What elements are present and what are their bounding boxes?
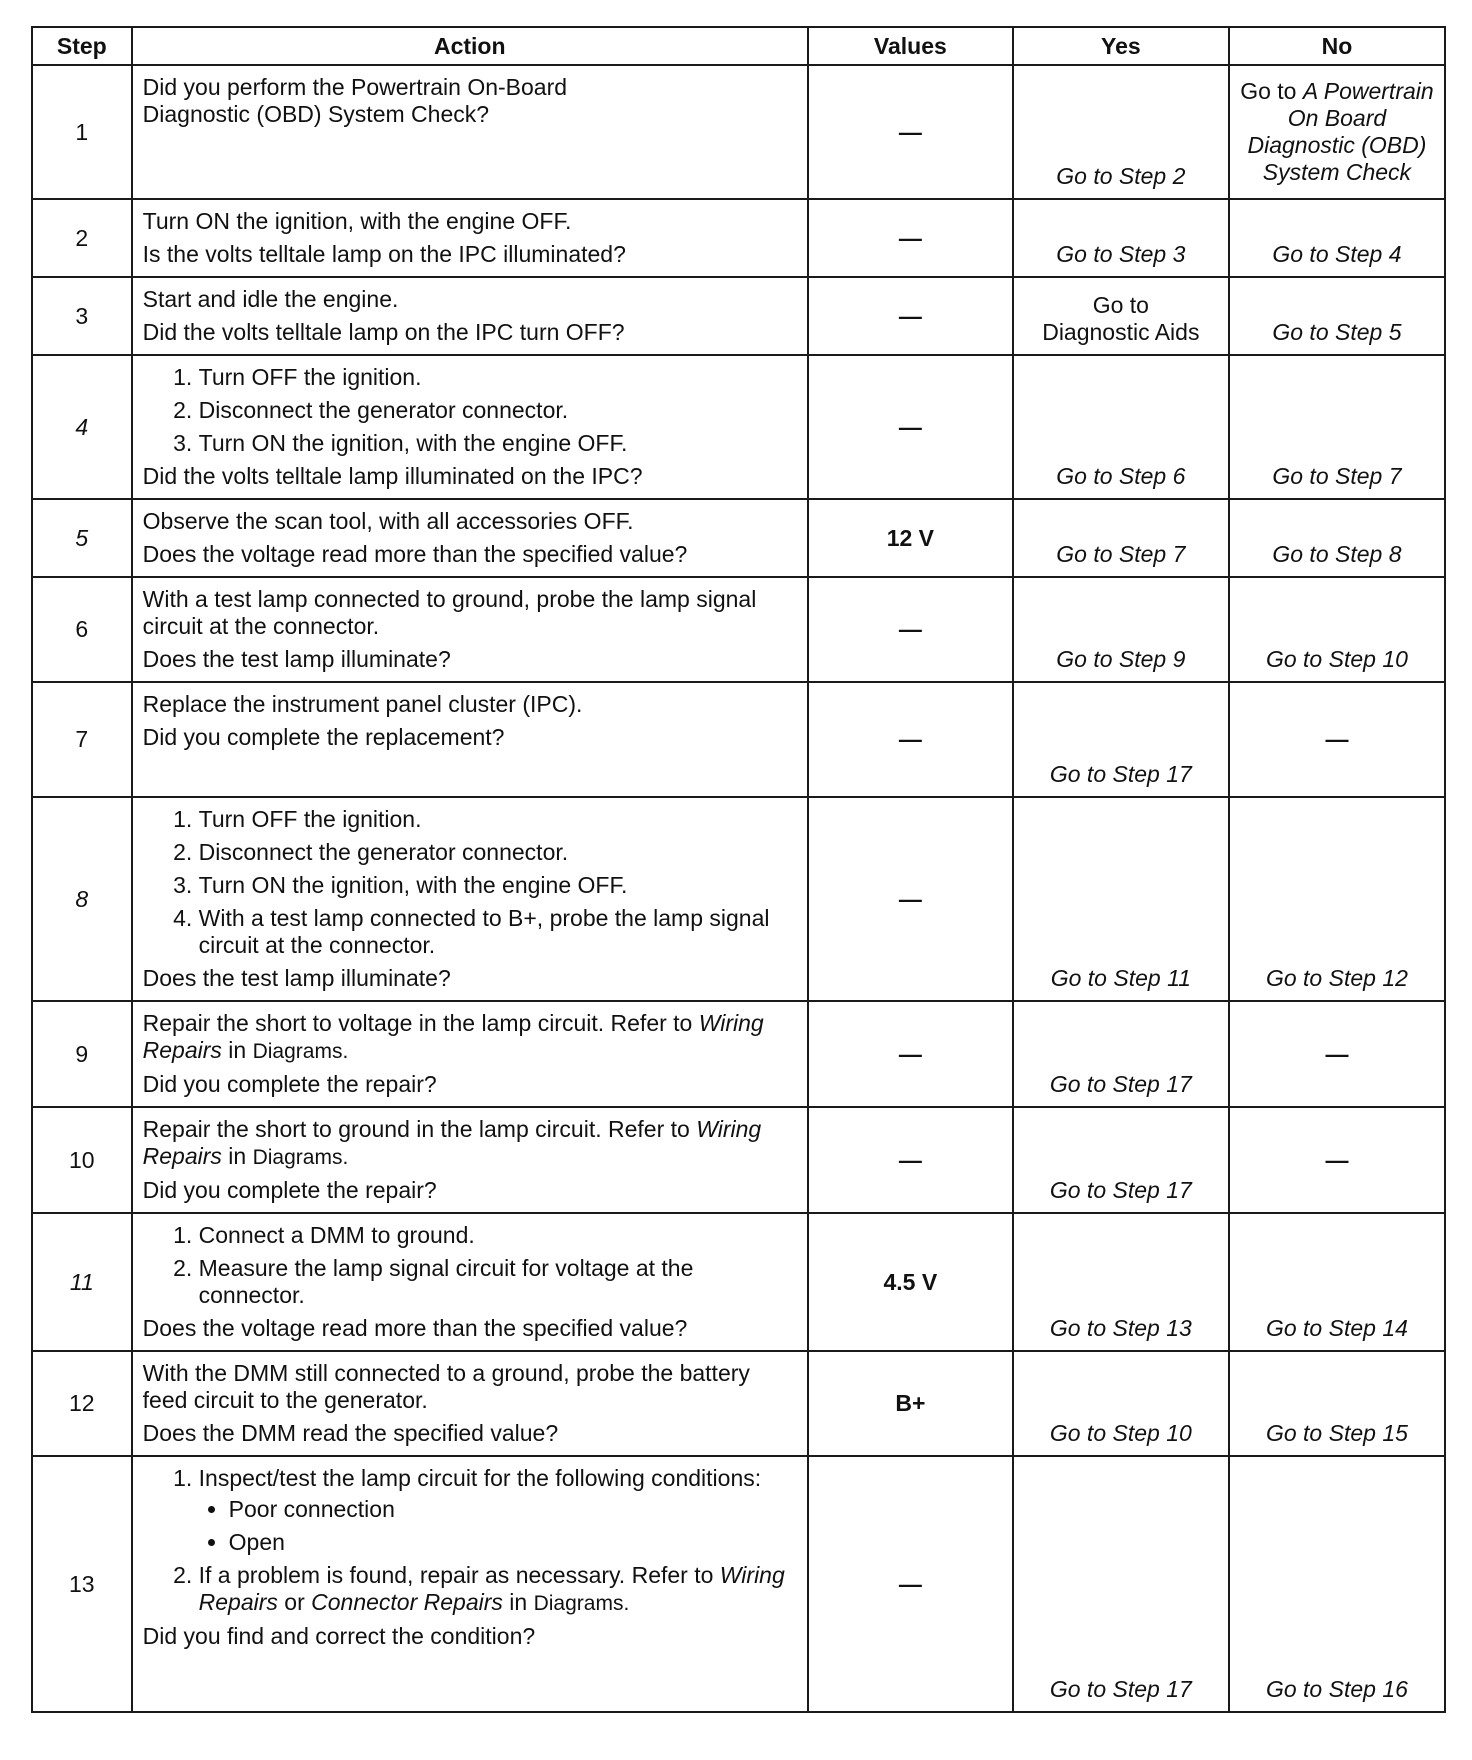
step-number: 6 xyxy=(32,577,132,682)
action-item: 2. Disconnect the generator connector. xyxy=(199,397,797,424)
step-number: 13 xyxy=(32,1456,132,1712)
no-cell: — xyxy=(1229,1107,1445,1213)
condition-list xyxy=(199,1496,797,1556)
header-row xyxy=(32,27,1445,65)
no-cell: — xyxy=(1229,1001,1445,1107)
action-item: 3. Turn ON the ignition, with the engine OFF. xyxy=(199,430,797,457)
value-cell: — xyxy=(808,199,1013,277)
header-no: No xyxy=(1229,27,1445,65)
no-cell: — xyxy=(1229,682,1445,797)
action-item xyxy=(199,1562,797,1617)
action-cell xyxy=(132,682,808,797)
yes-line: Go to xyxy=(1092,292,1149,318)
value-cell: — xyxy=(808,1456,1013,1712)
action-pre: Repair the short to voltage in the lamp circuit. Refer to xyxy=(142,1010,699,1036)
action-cell xyxy=(132,1456,808,1712)
table-row xyxy=(32,797,1445,1001)
value-cell: 12 V xyxy=(808,499,1013,577)
yes-line: Diagnostic Aids xyxy=(1042,319,1200,345)
yes-cell: Go to Step 10 xyxy=(1013,1351,1229,1456)
yes-cell: Go to Step 17 xyxy=(1013,1456,1229,1712)
wiring-repairs-ref: Wiring Repairs xyxy=(142,1116,762,1169)
yes-cell: Go to Step 17 xyxy=(1013,682,1229,797)
header-yes: Yes xyxy=(1013,27,1229,65)
question-text: Did you complete the repair? xyxy=(142,1177,437,1203)
question-text: Does the test lamp illuminate? xyxy=(142,965,451,991)
step-number: 9 xyxy=(32,1001,132,1107)
connector-repairs-ref: Connector Repairs xyxy=(311,1589,503,1615)
action-text: With a test lamp connected to ground, probe the lamp signal circuit at the connector. xyxy=(142,586,757,639)
condition-item: • Open xyxy=(229,1529,797,1556)
action-cell xyxy=(132,499,808,577)
action-pre: If a problem is found, repair as necessary. Refer to xyxy=(198,1562,720,1588)
action-item: 3. Turn ON the ignition, with the engine OFF. xyxy=(199,872,797,899)
condition-item: • Poor connection xyxy=(229,1496,797,1523)
action-list xyxy=(143,364,797,457)
action-cell xyxy=(132,355,808,499)
no-cell: Go to Step 7 xyxy=(1229,355,1445,499)
action-text: Did you perform the Powertrain On-Board Diagnostic (OBD) System Check? xyxy=(142,74,568,127)
value-cell: — xyxy=(808,577,1013,682)
step-number: 8 xyxy=(32,797,132,1001)
diagnostic-table-page xyxy=(31,26,1446,1713)
action-post: Diagrams. xyxy=(252,1040,349,1063)
question-text: Did the volts telltale lamp on the IPC turn OFF? xyxy=(142,319,625,345)
step-number: 12 xyxy=(32,1351,132,1456)
value-cell: B+ xyxy=(808,1351,1013,1456)
action-text: Start and idle the engine. xyxy=(142,286,399,312)
table-row xyxy=(32,499,1445,577)
value-cell: 4.5 V xyxy=(808,1213,1013,1351)
no-cell: Go to Step 15 xyxy=(1229,1351,1445,1456)
no-cell: Go to Step 10 xyxy=(1229,577,1445,682)
step-number: 5 xyxy=(32,499,132,577)
action-in: in xyxy=(502,1589,534,1615)
table-row xyxy=(32,277,1445,355)
action-post: Diagrams. xyxy=(533,1592,630,1615)
action-in: in xyxy=(221,1037,253,1063)
action-list xyxy=(143,1222,797,1309)
diagnostic-table xyxy=(31,26,1446,1713)
action-text: Observe the scan tool, with all accessories OFF. xyxy=(142,508,634,534)
question-text: Did you complete the repair? xyxy=(142,1071,437,1097)
step-number: 11 xyxy=(32,1213,132,1351)
no-reference: A Powertrain On Board Diagnostic (OBD) System Check xyxy=(1247,78,1434,185)
action-item: 2. Measure the lamp signal circuit for voltage at the connector. xyxy=(199,1255,797,1309)
question-text: Does the DMM read the specified value? xyxy=(142,1420,559,1446)
header-values: Values xyxy=(808,27,1013,65)
step-number: 3 xyxy=(32,277,132,355)
action-text xyxy=(143,1010,797,1065)
wiring-repairs-ref: Wiring Repairs xyxy=(142,1010,764,1063)
yes-cell: Go to Step 2 xyxy=(1013,65,1229,199)
table-row xyxy=(32,1456,1445,1712)
question-text: Did the volts telltale lamp illuminated on the IPC? xyxy=(142,463,643,489)
question-text: Is the volts telltale lamp on the IPC illuminated? xyxy=(142,241,626,267)
action-cell xyxy=(132,797,808,1001)
action-or: or xyxy=(277,1589,312,1615)
action-item-text: Inspect/test the lamp circuit for the following conditions: xyxy=(198,1465,762,1491)
yes-cell: Go to Step 9 xyxy=(1013,577,1229,682)
value-cell: — xyxy=(808,277,1013,355)
step-number: 7 xyxy=(32,682,132,797)
yes-cell xyxy=(1013,277,1229,355)
table-row xyxy=(32,199,1445,277)
action-item: 1. Turn OFF the ignition. xyxy=(199,806,797,833)
no-cell: Go to Step 14 xyxy=(1229,1213,1445,1351)
header-step: Step xyxy=(32,27,132,65)
question-text: Does the test lamp illuminate? xyxy=(142,646,451,672)
question-text: Does the voltage read more than the specified value? xyxy=(142,541,688,567)
action-cell xyxy=(132,1107,808,1213)
action-post: Diagrams. xyxy=(252,1146,349,1169)
no-cell: Go to Step 4 xyxy=(1229,199,1445,277)
table-row xyxy=(32,682,1445,797)
action-cell xyxy=(132,1351,808,1456)
value-cell: — xyxy=(808,797,1013,1001)
action-text: With the DMM still connected to a ground, probe the battery feed circuit to the generator. xyxy=(142,1360,750,1413)
wiring-repairs-ref: Wiring Repairs xyxy=(198,1562,785,1615)
no-cell: Go to Step 8 xyxy=(1229,499,1445,577)
question-text: Did you complete the replacement? xyxy=(142,724,505,750)
yes-cell: Go to Step 13 xyxy=(1013,1213,1229,1351)
action-pre: Repair the short to ground in the lamp circuit. Refer to xyxy=(142,1116,697,1142)
action-text: Turn ON the ignition, with the engine OFF. xyxy=(142,208,572,234)
action-item: 4. With a test lamp connected to B+, probe the lamp signal circuit at the connector. xyxy=(199,905,797,959)
yes-cell: Go to Step 11 xyxy=(1013,797,1229,1001)
action-text xyxy=(143,1116,797,1171)
action-item xyxy=(199,1465,797,1556)
no-cell: Go to Step 16 xyxy=(1229,1456,1445,1712)
action-list xyxy=(143,1465,797,1617)
yes-cell: Go to Step 6 xyxy=(1013,355,1229,499)
table-row xyxy=(32,1107,1445,1213)
value-cell: — xyxy=(808,355,1013,499)
yes-cell: Go to Step 3 xyxy=(1013,199,1229,277)
question-text: Does the voltage read more than the specified value? xyxy=(142,1315,688,1341)
yes-cell: Go to Step 17 xyxy=(1013,1001,1229,1107)
yes-cell: Go to Step 17 xyxy=(1013,1107,1229,1213)
question-text: Did you find and correct the condition? xyxy=(142,1623,536,1649)
step-number: 10 xyxy=(32,1107,132,1213)
step-number: 2 xyxy=(32,199,132,277)
value-cell: — xyxy=(808,1001,1013,1107)
no-cell xyxy=(1229,65,1445,199)
action-text: Replace the instrument panel cluster (IPC). xyxy=(142,691,583,717)
action-item: 1. Connect a DMM to ground. xyxy=(199,1222,797,1249)
value-cell: — xyxy=(808,682,1013,797)
action-cell xyxy=(132,277,808,355)
no-cell: Go to Step 12 xyxy=(1229,797,1445,1001)
table-row xyxy=(32,577,1445,682)
table-row xyxy=(32,1213,1445,1351)
table-row xyxy=(32,65,1445,199)
header-action: Action xyxy=(132,27,808,65)
no-cell: Go to Step 5 xyxy=(1229,277,1445,355)
action-cell xyxy=(132,1213,808,1351)
action-cell xyxy=(132,1001,808,1107)
action-cell xyxy=(132,65,808,199)
action-in: in xyxy=(221,1143,253,1169)
table-row xyxy=(32,355,1445,499)
table-row xyxy=(32,1001,1445,1107)
yes-cell: Go to Step 7 xyxy=(1013,499,1229,577)
table-row xyxy=(32,1351,1445,1456)
step-number: 4 xyxy=(32,355,132,499)
action-list xyxy=(143,806,797,959)
action-item: 1. Turn OFF the ignition. xyxy=(199,364,797,391)
action-item: 2. Disconnect the generator connector. xyxy=(199,839,797,866)
action-cell xyxy=(132,577,808,682)
value-cell: — xyxy=(808,65,1013,199)
step-number: 1 xyxy=(32,65,132,199)
value-cell: — xyxy=(808,1107,1013,1213)
action-cell xyxy=(132,199,808,277)
no-prefix: Go to xyxy=(1240,78,1303,104)
